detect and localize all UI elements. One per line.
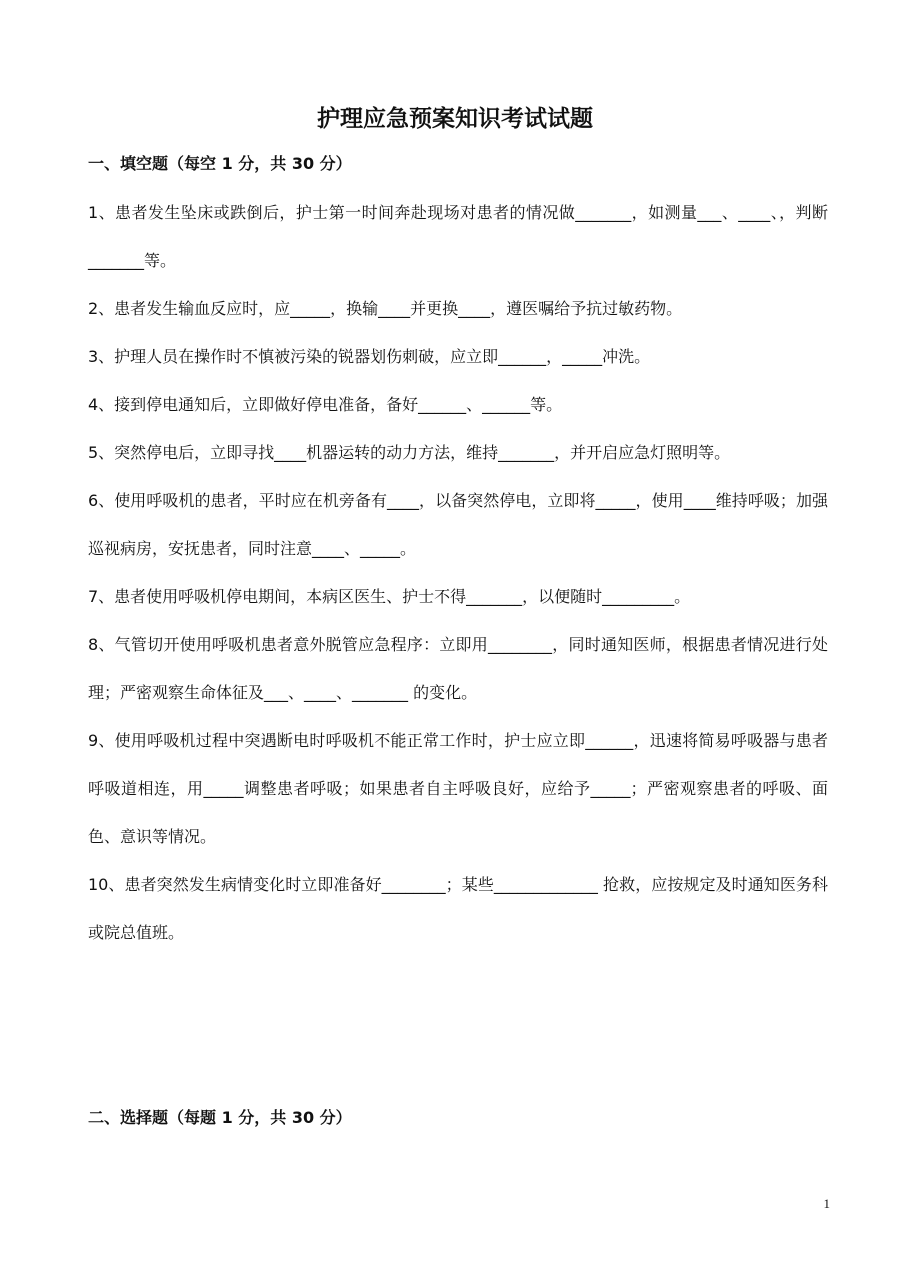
- question-item: 6、使用呼吸机的患者，平时应在机旁备有____，以备突然停电，立即将_____，使用____维持呼吸；加强巡视病房，安抚患者，同时注意____、_____。: [88, 491, 828, 558]
- question-list: [88, 189, 828, 957]
- page-title: 护理应急预案知识考试试题: [317, 106, 593, 132]
- section-heading-fill-in-blank: 一、填空题（每空 1 分，共 30 分）: [88, 154, 352, 173]
- section-heading-multiple-choice: 二、选择题（每题 1 分，共 30 分）: [88, 1108, 352, 1127]
- question-item: 10、患者突然发生病情变化时立即准备好________；某些_____________ 抢救，应按规定及时通知医务科或院总值班。: [88, 875, 828, 942]
- question-item: 9、使用呼吸机过程中突遇断电时呼吸机不能正常工作时，护士应立即______，迅速将简易呼吸器与患者呼吸道相连，用_____调整患者呼吸；如果患者自主呼吸良好，应给予_____；严密观察患者的呼吸、面色、意识等情况。: [88, 731, 828, 846]
- question-item: 3、护理人员在操作时不慎被污染的锐器划伤刺破，应立即______，_____冲洗。: [88, 347, 651, 366]
- question-item: 7、患者使用呼吸机停电期间，本病区医生、护士不得_______，以便随时_________。: [88, 587, 691, 606]
- page-number: 1: [823, 1196, 830, 1211]
- question-item: 4、接到停电通知后，立即做好停电准备，备好______、______等。: [88, 395, 563, 414]
- question-item: 1、患者发生坠床或跌倒后，护士第一时间奔赴现场对患者的情况做_______，如测量___、____、，判断_______等。: [88, 203, 828, 270]
- question-item: 2、患者发生输血反应时，应_____，换输____并更换____，遵医嘱给予抗过敏药物。: [88, 299, 683, 318]
- question-item: 5、突然停电后，立即寻找____机器运转的动力方法，维持_______，并开启应急灯照明等。: [88, 443, 731, 462]
- question-item: 8、气管切开使用呼吸机患者意外脱管应急程序：立即用________，同时通知医师，根据患者情况进行处理；严密观察生命体征及___、____、_______ 的变化。: [88, 635, 828, 702]
